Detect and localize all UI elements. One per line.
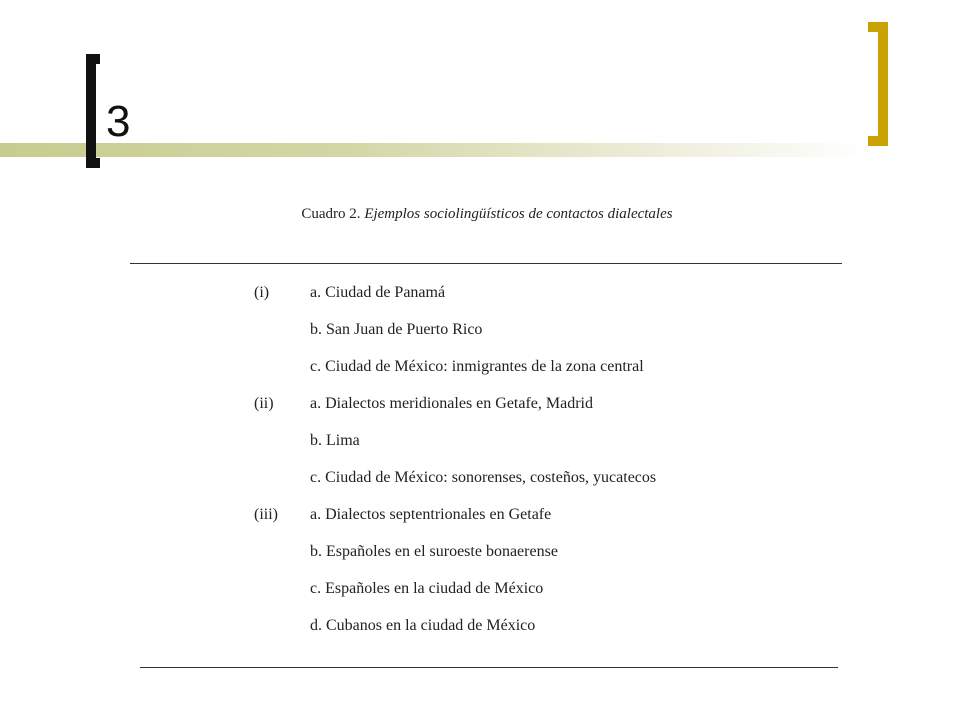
table-title-italic: Ejemplos sociolingüísticos de contactos dialectales (364, 206, 673, 222)
slide-number: 3 (106, 97, 131, 146)
item-text: b. Lima (310, 432, 360, 449)
table-row (254, 284, 814, 321)
table-row (254, 432, 814, 469)
table-top-rule (130, 263, 842, 264)
item-text: c. Españoles en la ciudad de México (310, 580, 544, 597)
table-bottom-rule (140, 667, 838, 668)
item-text: a. Dialectos septentrionales en Getafe (310, 506, 552, 523)
table-title (0, 206, 960, 223)
item-text: b. Españoles en el suroeste bonaerense (310, 543, 558, 560)
table-row (254, 358, 814, 395)
table-rows (254, 284, 814, 654)
table-title-prefix: Cuadro 2. (301, 206, 361, 222)
item-text: c. Ciudad de México: sonorenses, costeños, yucatecos (310, 469, 657, 486)
group-label: (i) (254, 284, 270, 301)
right-bracket-decoration (868, 22, 888, 146)
item-text: c. Ciudad de México: inmigrantes de la zona central (310, 358, 644, 375)
header-band (0, 143, 870, 157)
item-text: a. Ciudad de Panamá (310, 284, 446, 301)
table-row (254, 580, 814, 617)
table-row (254, 321, 814, 358)
table-row (254, 543, 814, 580)
table-row (254, 506, 814, 543)
group-label: (iii) (254, 506, 278, 523)
item-text: a. Dialectos meridionales en Getafe, Madrid (310, 395, 593, 412)
group-label: (ii) (254, 395, 274, 412)
table-row (254, 469, 814, 506)
item-text: b. San Juan de Puerto Rico (310, 321, 483, 338)
table-row (254, 395, 814, 432)
table-row (254, 617, 814, 654)
item-text: d. Cubanos en la ciudad de México (310, 617, 536, 634)
left-bracket-decoration (86, 54, 100, 168)
